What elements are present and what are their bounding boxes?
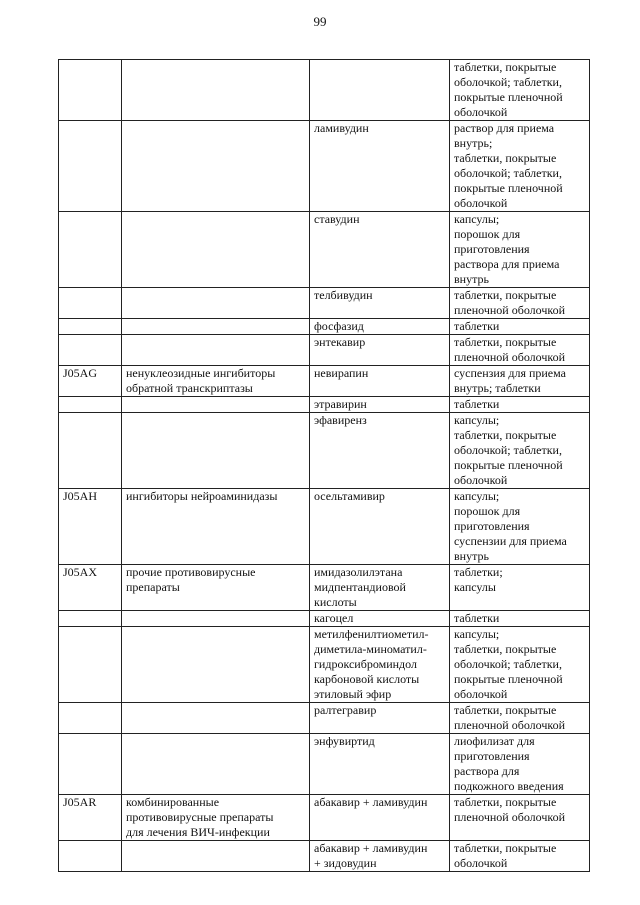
drug-name-cell: фосфазид (310, 319, 450, 335)
atc-code-cell (59, 841, 122, 872)
drug-name-cell: абакавир + ламивудин (310, 795, 450, 841)
drug-group-cell (122, 288, 310, 319)
dosage-form-cell: суспензия для приема внутрь; таблетки (450, 366, 590, 397)
dosage-form-cell: капсулы; порошок для приготовления суспензии для приема внутрь (450, 489, 590, 565)
dosage-form-cell: таблетки, покрытые пленочной оболочкой (450, 795, 590, 841)
table-row (59, 489, 590, 565)
dosage-form-cell: таблетки, покрытые пленочной оболочкой (450, 703, 590, 734)
atc-code-cell (59, 611, 122, 627)
atc-code-cell: J05AX (59, 565, 122, 611)
drug-name-cell: ламивудин (310, 121, 450, 212)
dosage-form-cell: таблетки, покрытые пленочной оболочкой (450, 335, 590, 366)
drug-group-cell (122, 212, 310, 288)
atc-code-cell (59, 121, 122, 212)
table-row (59, 121, 590, 212)
table-row (59, 565, 590, 611)
dosage-form-cell: капсулы; таблетки, покрытые оболочкой; таблетки, покрытые пленочной оболочкой (450, 413, 590, 489)
atc-code-cell (59, 60, 122, 121)
atc-code-cell (59, 734, 122, 795)
page-number: 99 (313, 14, 327, 29)
drug-group-cell (122, 319, 310, 335)
table-row (59, 319, 590, 335)
drug-group-cell: комбинированные противовирусные препараты для лечения ВИЧ-инфекции (122, 795, 310, 841)
table-row (59, 212, 590, 288)
table-row (59, 335, 590, 366)
drug-group-cell: ингибиторы нейроаминидазы (122, 489, 310, 565)
table-row (59, 734, 590, 795)
drug-group-cell (122, 413, 310, 489)
drug-group-cell (122, 841, 310, 872)
drug-group-cell (122, 611, 310, 627)
drug-group-cell (122, 60, 310, 121)
dosage-form-cell: капсулы; порошок для приготовления раствора для приема внутрь (450, 212, 590, 288)
dosage-form-cell: таблетки, покрытые оболочкой (450, 841, 590, 872)
atc-code-cell (59, 703, 122, 734)
dosage-form-cell: капсулы; таблетки, покрытые оболочкой; таблетки, покрытые пленочной оболочкой (450, 627, 590, 703)
drug-name-cell: абакавир + ламивудин + зидовудин (310, 841, 450, 872)
atc-code-cell (59, 397, 122, 413)
drug-group-cell (122, 703, 310, 734)
dosage-form-cell: таблетки (450, 397, 590, 413)
dosage-form-cell: раствор для приема внутрь; таблетки, покрытые оболочкой; таблетки, покрытые пленочной оболочкой (450, 121, 590, 212)
dosage-form-cell: таблетки (450, 611, 590, 627)
table-row (59, 288, 590, 319)
dosage-form-cell: лиофилизат для приготовления раствора для подкожного введения (450, 734, 590, 795)
drug-group-cell: прочие противовирусные препараты (122, 565, 310, 611)
drug-name-cell: эфавиренз (310, 413, 450, 489)
drug-name-cell: ралтегравир (310, 703, 450, 734)
drug-name-cell: энфувиртид (310, 734, 450, 795)
atc-code-cell: J05AH (59, 489, 122, 565)
table-row (59, 627, 590, 703)
table-row (59, 413, 590, 489)
table-row (59, 611, 590, 627)
drug-group-cell (122, 734, 310, 795)
atc-code-cell: J05AR (59, 795, 122, 841)
atc-code-cell (59, 288, 122, 319)
drug-name-cell: кагоцел (310, 611, 450, 627)
drug-name-cell: невирапин (310, 366, 450, 397)
table-row (59, 795, 590, 841)
drug-name-cell: метилфенилтиометил- диметила-миноматил- гидроксиброминдол карбоновой кислоты этиловый эфир (310, 627, 450, 703)
dosage-form-cell: таблетки; капсулы (450, 565, 590, 611)
drug-name-cell (310, 60, 450, 121)
drug-group-cell (122, 335, 310, 366)
atc-code-cell (59, 212, 122, 288)
drug-name-cell: осельтамивир (310, 489, 450, 565)
dosage-form-cell: таблетки, покрытые оболочкой; таблетки, покрытые пленочной оболочкой (450, 60, 590, 121)
drug-name-cell: телбивудин (310, 288, 450, 319)
dosage-form-cell: таблетки, покрытые пленочной оболочкой (450, 288, 590, 319)
atc-code-cell (59, 335, 122, 366)
table-row (59, 397, 590, 413)
atc-code-cell (59, 319, 122, 335)
drug-group-cell (122, 121, 310, 212)
drug-name-cell: ставудин (310, 212, 450, 288)
atc-code-cell (59, 413, 122, 489)
drug-name-cell: имидазолилэтана мидпентандиовой кислоты (310, 565, 450, 611)
atc-code-cell (59, 627, 122, 703)
drug-group-cell: ненуклеозидные ингибиторы обратной транскриптазы (122, 366, 310, 397)
drug-name-cell: этравирин (310, 397, 450, 413)
drug-table (58, 59, 590, 872)
dosage-form-cell: таблетки (450, 319, 590, 335)
drug-name-cell: энтекавир (310, 335, 450, 366)
table-row (59, 60, 590, 121)
drug-group-cell (122, 397, 310, 413)
drug-group-cell (122, 627, 310, 703)
atc-code-cell: J05AG (59, 366, 122, 397)
table-row (59, 841, 590, 872)
table-row (59, 366, 590, 397)
table-row (59, 703, 590, 734)
